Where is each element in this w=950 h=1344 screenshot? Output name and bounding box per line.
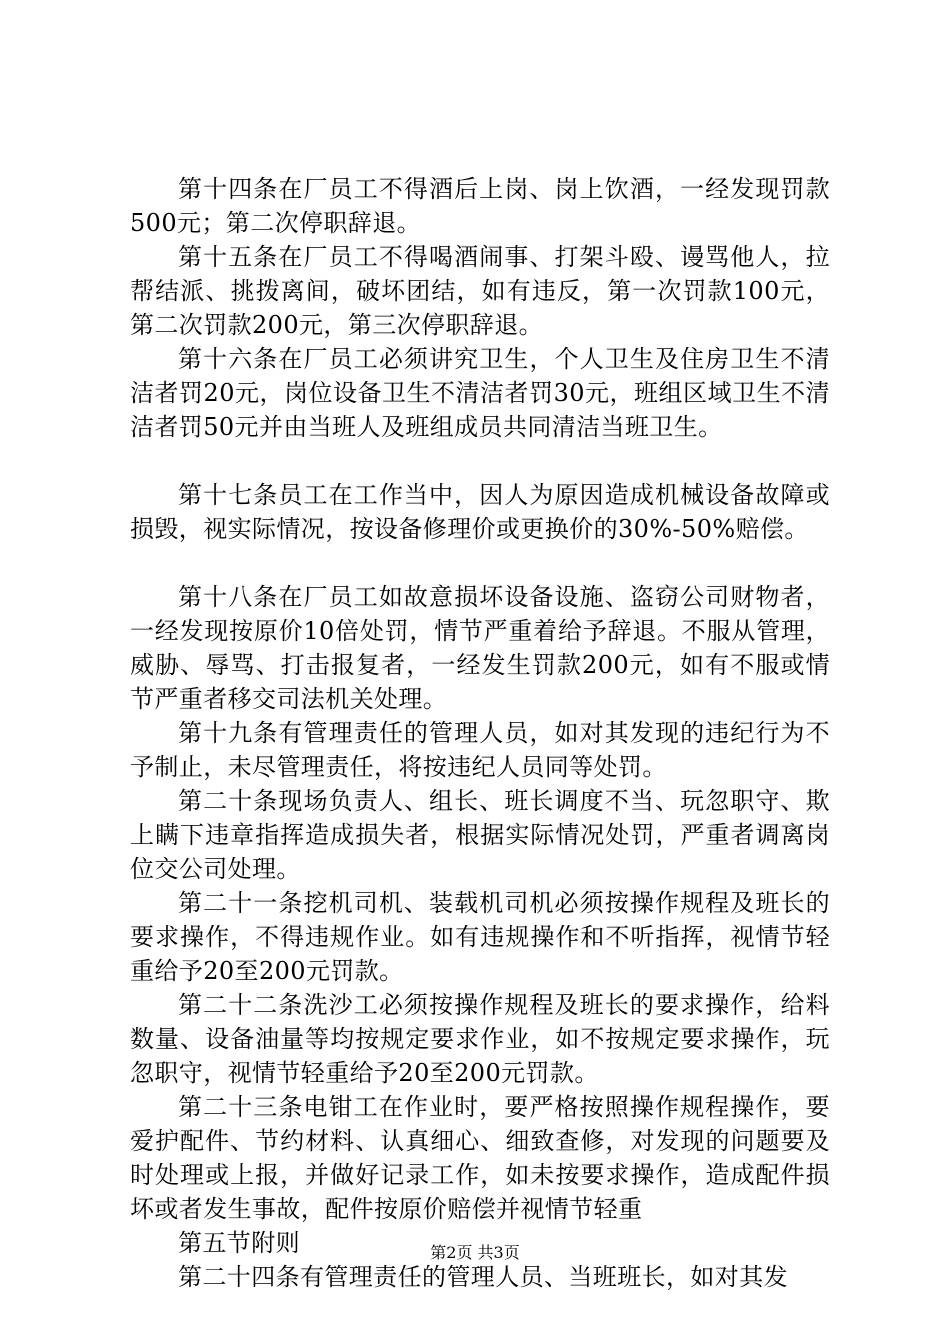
article-15: 第十五条在厂员工不得喝酒闹事、打架斗殴、谩骂他人，拉帮结派、挑拨离间，破坏团结，如有违反，第一次罚款100元，第二次罚款200元，第三次停职辞退。 bbox=[130, 243, 830, 339]
article-18: 第十八条在厂员工如故意损坏设备设施、盗窃公司财物者，一经发现按原价10倍处罚，情节严重着给予辞退。不服从管理，威胁、辱骂、打击报复者，一经发生罚款200元，如有不服或情节严重者移交司法机关处理。 bbox=[130, 583, 830, 713]
article-20: 第二十条现场负责人、组长、班长调度不当、玩忽职守、欺上瞒下违章指挥造成损失者，根据实际情况处罚，严重者调离岗位交公司处理。 bbox=[130, 787, 830, 883]
article-17: 第十七条员工在工作当中，因人为原因造成机械设备故障或损毁，视实际情况，按设备修理价或更换价的30%-50%赔偿。 bbox=[130, 481, 830, 543]
section-heading: 第五节附则 bbox=[178, 1229, 300, 1257]
article-24: 第二十四条有管理责任的管理人员、当班班长，如对其发 bbox=[178, 1263, 788, 1291]
document-body bbox=[130, 172, 830, 1294]
article-19: 第十九条有管理责任的管理人员，如对其发现的违纪行为不予制止，未尽管理责任，将按违纪人员同等处罚。 bbox=[130, 719, 830, 781]
page-number-footer: 第2页 共3页 bbox=[430, 1243, 520, 1262]
article-21: 第二十一条挖机司机、装载机司机必须按操作规程及班长的要求操作，不得违规作业。如有违规操作和不听指挥，视情节轻重给予20至200元罚款。 bbox=[130, 889, 830, 985]
article-23: 第二十三条电钳工在作业时，要严格按照操作规程操作，要爱护配件、节约材料、认真细心、细致查修，对发现的问题要及时处理或上报，并做好记录工作，如未按要求操作，造成配件损坏或者发生事故，配件按原价赔偿并视情节轻重 bbox=[130, 1093, 830, 1223]
article-16: 第十六条在厂员工必须讲究卫生，个人卫生及住房卫生不清洁者罚20元，岗位设备卫生不清洁者罚30元，班组区域卫生不清洁者罚50元并由当班人及班组成员共同清洁当班卫生。 bbox=[130, 345, 830, 441]
article-14: 第十四条在厂员工不得酒后上岗、岗上饮酒，一经发现罚款500元；第二次停职辞退。 bbox=[130, 175, 830, 237]
article-22: 第二十二条洗沙工必须按操作规程及班长的要求操作，给料数量、设备油量等均按规定要求作业，如不按规定要求操作，玩忽职守，视情节轻重给予20至200元罚款。 bbox=[130, 991, 830, 1087]
